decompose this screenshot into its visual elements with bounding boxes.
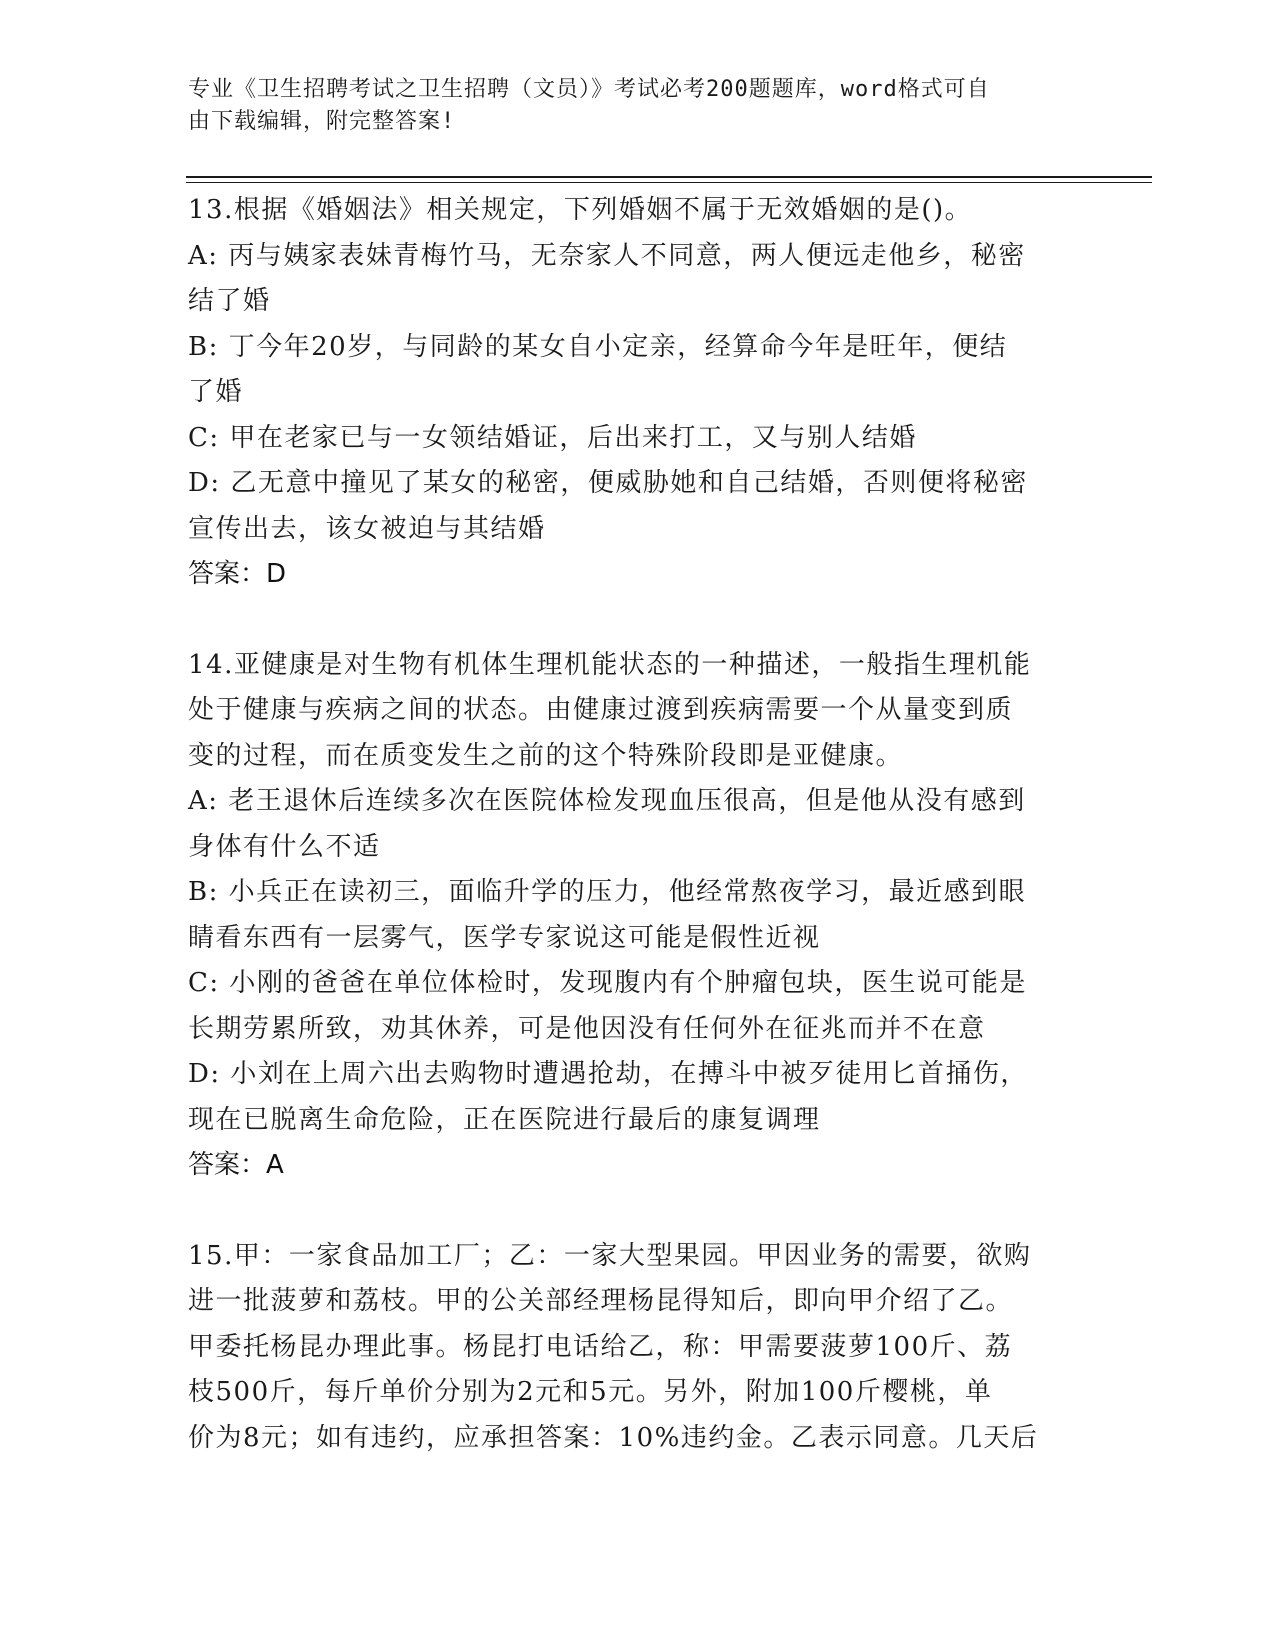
option-line: D: 小刘在上周六出去购物时遭遇抢劫，在搏斗中被歹徒用匕首捅伤， [188,1059,1028,1089]
option-line: C: 小刚的爸爸在单位体检时，发现腹内有个肿瘤包块，医生说可能是 [188,968,1027,998]
header-divider-thick [186,176,1152,178]
option-line: A: 老王退休后连续多次在医院体检发现血压很高，但是他从没有感到 [188,786,1026,816]
question-15-stem-line: 进一批菠萝和荔枝。甲的公关部经理杨昆得知后，即向甲介绍了乙。 [188,1286,1014,1316]
question-14-option-d [188,1052,1078,1143]
option-line: B: 丁今年20岁，与同龄的某女自小定亲，经算命今年是旺年，便结 [188,331,1008,362]
question-13-stem: 13.根据《婚姻法》相关规定，下列婚姻不属于无效婚姻的是()。 [188,195,973,225]
option-line: C: 甲在老家已与一女领结婚证，后出来打工，又与别人结婚 [188,422,917,453]
question-15-stem-line: 价为8元；如有违约，应承担答案：10%违约金。乙表示同意。几天后 [188,1422,1039,1453]
question-14-stem-line: 变的过程，而在质变发生之前的这个特殊阶段即是亚健康。 [188,740,904,771]
header-divider-thin [186,182,1152,183]
option-line: 睛看东西有一层雾气，医学专家说这可能是假性近视 [188,922,821,953]
option-line: 了婚 [188,377,244,407]
question-spacer [188,598,1078,643]
question-13-option-b [188,325,1078,416]
question-14-stem-line: 处于健康与疾病之间的状态。由健康过渡到疾病需要一个从量变到质 [188,695,1014,725]
question-13-answer: 答案：D [188,559,287,589]
question-14-option-a [188,779,1078,870]
header-line-2: 由下载编辑，附完整答案! [188,109,456,134]
question-15-stem-line: 甲委托杨昆办理此事。杨昆打电话给乙，称：甲需要菠萝100斤、荔 [188,1331,1013,1362]
question-15-stem-line: 枝500斤，每斤单价分别为2元和5元。另外，附加100斤樱桃，单 [188,1377,993,1407]
option-line: 宣传出去，该女被迫与其结婚 [188,513,546,544]
option-line: B: 小兵正在读初三，面临升学的压力，他经常熬夜学习，最近感到眼 [188,877,1027,907]
option-line: 长期劳累所致，劝其休养，可是他因没有任何外在征兆而并不在意 [188,1013,986,1044]
option-line: 身体有什么不适 [188,831,381,862]
option-line: 结了婚 [188,286,271,316]
question-14 [188,643,1078,1189]
question-14-option-c [188,961,1078,1052]
question-15 [188,1234,1078,1462]
option-line: 现在已脱离生命危险，正在医院进行最后的康复调理 [188,1104,821,1135]
question-13 [188,188,1078,598]
question-14-answer: 答案：A [188,1150,284,1180]
question-15-stem-line: 15.甲：一家食品加工厂；乙：一家大型果园。甲因业务的需要，欲购 [188,1240,1032,1271]
question-13-option-d [188,461,1078,552]
question-spacer [188,1189,1078,1234]
question-13-option-a [188,234,1078,325]
option-line: A: 丙与姨家表妹青梅竹马，无奈家人不同意，两人便远走他乡，秘密 [188,240,1026,271]
question-14-option-b [188,870,1078,961]
page-header [188,74,1068,138]
header-line-1: 专业《卫生招聘考试之卫生招聘（文员）》考试必考200题题库，word格式可自 [188,77,990,102]
question-14-stem-line: 14.亚健康是对生物有机体生理机能状态的一种描述，一般指生理机能 [188,649,1032,680]
option-line: D: 乙无意中撞见了某女的秘密，便威胁她和自己结婚，否则便将秘密 [188,468,1028,498]
question-list [188,188,1078,1461]
question-13-option-c [188,416,1078,462]
